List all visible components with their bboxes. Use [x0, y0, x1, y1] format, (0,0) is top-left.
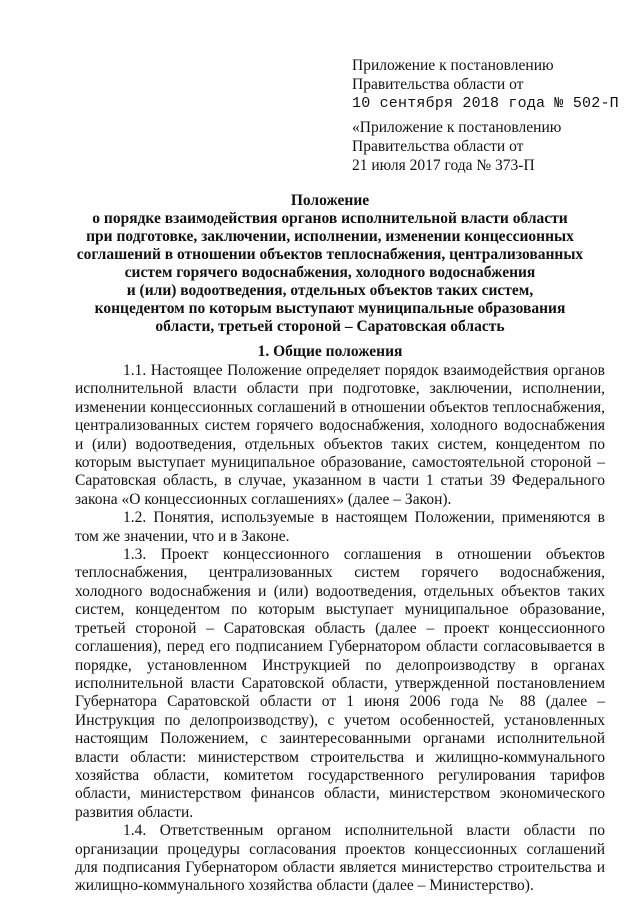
- title-line-5: систем горячего водоснабжения, холодного водоснабжения: [124, 264, 536, 281]
- title-line-2: о порядке взаимодействия органов исполнительной власти области: [92, 210, 568, 227]
- title-line-1: Положение: [290, 192, 370, 209]
- title-line-8: области, третьей стороной – Саратовская область: [155, 318, 505, 335]
- annex-current-date-stamp: 10 сентября 2018 года № 502-П: [352, 95, 619, 112]
- annex-header-current: [352, 56, 619, 113]
- title-line-7: концедентом по которым выступают муниципальные образования: [94, 300, 566, 317]
- annex-current-line-2: Правительства области от: [352, 76, 524, 93]
- paragraph-1-4: 1.4. Ответственным органом исполнительной власти области по организации процедуры согласования проектов концессионных соглашений для подписания Губернатором области является министерство строительства и жилищно-коммунального хозяйства области (далее – Министерство).: [75, 822, 605, 895]
- title-line-4: соглашений в отношении объектов теплоснабжения, централизованных: [76, 246, 584, 263]
- paragraph-1-3: 1.3. Проект концессионного соглашения в отношении объектов теплоснабжения, централизованных систем горячего водоснабжения, холодного водоснабжения и (или) водоотведения, отдельных объектов таких систем, концедентом по которым выступает муниципальное образование, третьей стороной – Саратовская область (далее – проект концессионного соглашения), перед его подписанием Губернатором области согласовывается в порядке, установленном Инструкцией по делопроизводству в органах исполнительной власти Саратовской области, утвержденной постановлением Губернатора Саратовской области от 1 июня 2006 года № 88 (далее – Инструкция по делопроизводству), с учетом особенностей, установленных настоящим Положением, с заинтересованными органами исполнительной власти области: министерством строительства и жилищно-коммунального хозяйства области, комитетом государственного регулирования тарифов области, министерством финансов области, министерством экономического развития области.: [75, 546, 605, 821]
- paragraph-1-2: 1.2. Понятия, используемые в настоящем Положении, применяются в том же значении, что и в Законе.: [75, 509, 605, 545]
- annex-current-line-1: Приложение к постановлению: [352, 57, 554, 74]
- annex-header-previous: [352, 118, 561, 175]
- annex-previous-line-2: Правительства области от: [352, 138, 524, 155]
- paragraph-1-1: 1.1. Настоящее Положение определяет порядок взаимодействия органов исполнительной власти области при подготовке, заключении, исполнении, изменении концессионных соглашений в отношении объектов теплоснабжения, централизованных систем горячего водоснабжения, холодного водоснабжения и (или) водоотведения, отдельных объектов таких систем, концедентом по которым выступает муниципальное образование, самостоятельной стороной – Саратовская область, в случае, указанном в части 1 статьи 39 Федерального закона «О концессионных соглашениях» (далее – Закон).: [75, 362, 605, 508]
- section-body: [75, 362, 605, 896]
- document-title: [60, 192, 600, 336]
- section-heading: 1. Общие положения: [257, 343, 403, 360]
- title-line-6: и (или) водоотведения, отдельных объектов таких систем,: [126, 282, 534, 299]
- annex-previous-line-3: 21 июля 2017 года № 373-П: [352, 157, 535, 174]
- annex-previous-line-1: «Приложение к постановлению: [352, 119, 562, 136]
- title-line-3: при подготовке, заключении, исполнении, изменении концессионных: [86, 228, 574, 245]
